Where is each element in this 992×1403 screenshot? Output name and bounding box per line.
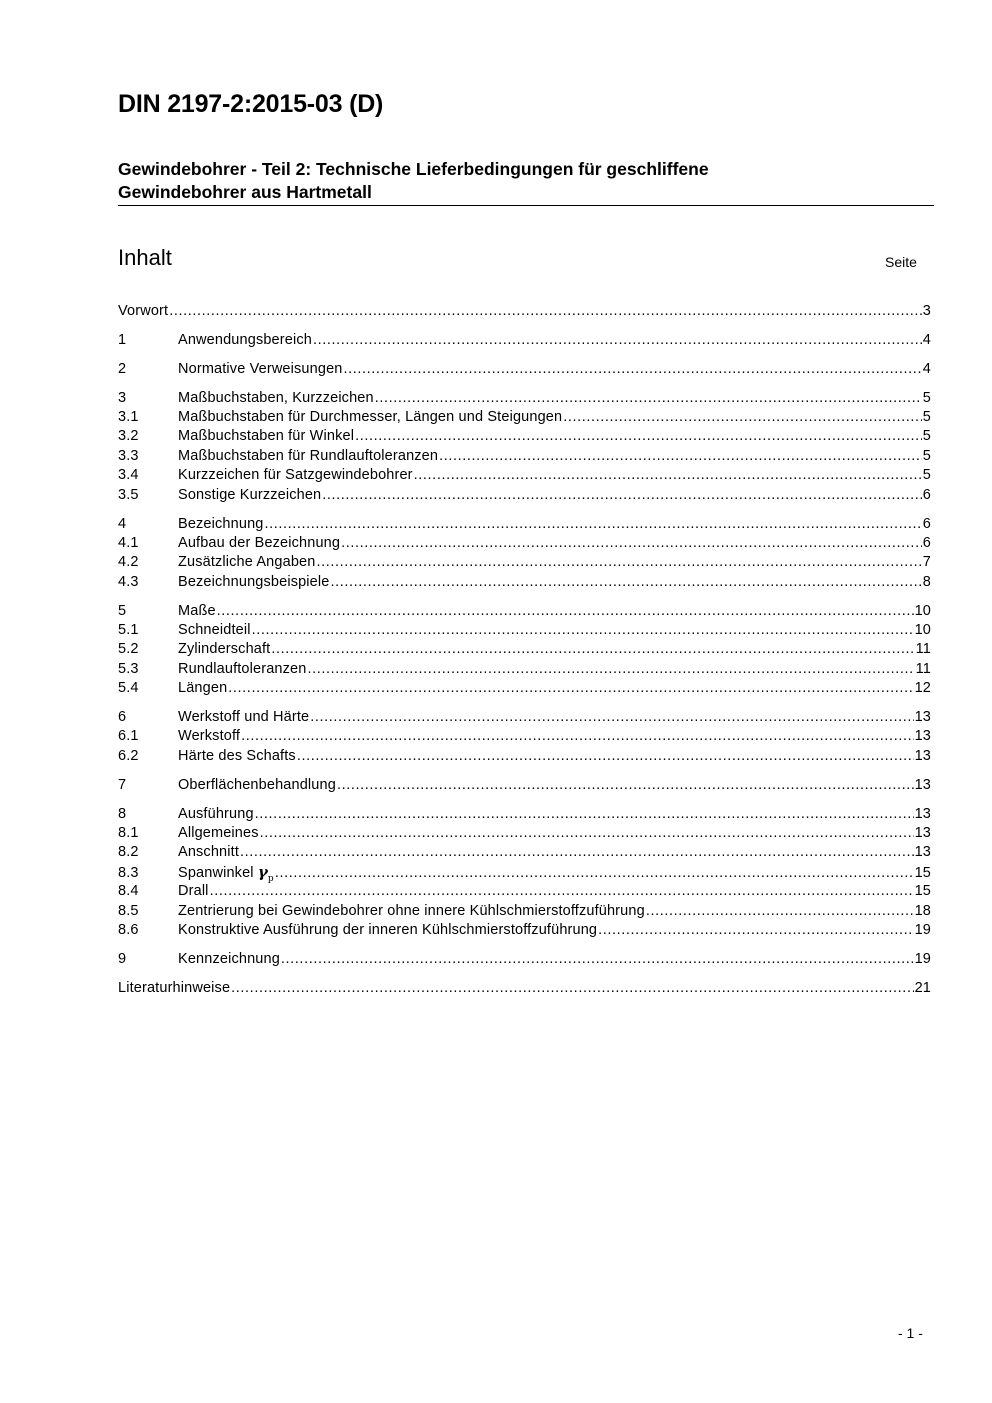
toc-entry-label-text: Maßbuchstaben für Rundlauftoleranzen — [178, 447, 439, 464]
toc-entry-page: 13 — [914, 747, 931, 764]
toc-entry[interactable] — [118, 921, 931, 940]
toc-entry-label-text: Bezeichnung — [178, 515, 264, 532]
toc-group — [118, 389, 931, 505]
toc-entry[interactable] — [118, 950, 931, 969]
toc-entry-label — [178, 708, 309, 727]
toc-entry-number: 8.4 — [118, 883, 139, 900]
toc-entry-number: 1 — [118, 331, 127, 348]
toc-entry-label — [178, 679, 227, 698]
toc-entry[interactable] — [118, 466, 931, 485]
toc-entry[interactable] — [118, 979, 931, 998]
toc-group — [118, 805, 931, 941]
toc-entry-label-text: Sonstige Kurzzeichen — [178, 486, 322, 503]
toc-group — [118, 331, 931, 350]
toc-entry-label — [178, 427, 354, 446]
toc-entry-label-text: Drall — [178, 883, 209, 900]
toc-entry[interactable] — [118, 486, 931, 505]
toc-entry-label-text: Maßbuchstaben für Winkel — [178, 428, 355, 445]
toc-entry[interactable] — [118, 727, 931, 746]
toc-entry-label — [178, 882, 209, 901]
toc-entry-number: 8.3 — [118, 864, 139, 881]
toc-entry[interactable] — [118, 863, 931, 882]
toc-entry-label-text: Allgemeines — [178, 824, 259, 841]
toc-entry[interactable] — [118, 408, 931, 427]
toc-entry[interactable] — [118, 621, 931, 640]
toc-dot-leader — [313, 331, 922, 350]
toc-entry[interactable] — [118, 708, 931, 727]
toc-entry-number: 7 — [118, 776, 127, 793]
toc-entry-label — [118, 979, 230, 998]
toc-dot-leader — [375, 389, 922, 408]
toc-group — [118, 360, 931, 379]
toc-entry-label — [178, 447, 438, 466]
toc-entry-number: 5.2 — [118, 641, 139, 658]
toc-entry-label-text: Aufbau der Bezeichnung — [178, 534, 341, 551]
toc-entry-label — [178, 486, 321, 505]
toc-entry-label-text: Literaturhinweise — [118, 979, 231, 996]
toc-group — [118, 979, 931, 998]
toc-entry-label — [178, 824, 259, 843]
toc-entry-label-text: Maße — [178, 602, 216, 619]
toc-dot-leader — [252, 621, 914, 640]
toc-entry[interactable] — [118, 602, 931, 621]
toc-entry-number: 3.5 — [118, 486, 139, 503]
document-title-line-1: Gewindebohrer - Teil 2: Technische Lieferbedingungen für geschliffene — [118, 159, 709, 179]
toc-entry-page: 11 — [915, 660, 931, 677]
gamma-symbol — [257, 862, 274, 884]
toc-dot-leader — [169, 302, 922, 321]
toc-entry-page: 6 — [922, 515, 931, 532]
toc-entry-page: 13 — [914, 776, 931, 793]
toc-dot-leader — [275, 864, 914, 883]
toc-entry[interactable] — [118, 389, 931, 408]
toc-dot-leader — [310, 708, 913, 727]
toc-entry-label-text: Normative Verweisungen — [178, 360, 343, 377]
toc-dot-leader — [255, 805, 914, 824]
toc-entry-label-text: Maßbuchstaben, Kurzzeichen — [178, 389, 374, 406]
toc-entry[interactable] — [118, 679, 931, 698]
toc-dot-leader — [271, 640, 914, 659]
toc-dot-leader — [307, 660, 914, 679]
toc-entry-number: 3.2 — [118, 428, 139, 445]
toc-entry-label — [178, 466, 413, 485]
toc-entry-number: 5 — [118, 602, 127, 619]
toc-entry-page: 6 — [922, 534, 931, 551]
toc-entry-page: 5 — [922, 447, 931, 464]
toc-dot-leader — [330, 573, 921, 592]
toc-entry-page: 7 — [922, 554, 931, 571]
toc-entry-label-text: Rundlauftoleranzen — [178, 660, 307, 677]
toc-entry[interactable] — [118, 447, 931, 466]
toc-entry-number: 3 — [118, 389, 127, 406]
toc-entry[interactable] — [118, 573, 931, 592]
toc-entry[interactable] — [118, 553, 931, 572]
toc-dot-leader — [646, 902, 914, 921]
toc-entry-label-text: Bezeichnungsbeispiele — [178, 573, 330, 590]
toc-entry-number: 4.3 — [118, 573, 139, 590]
toc-entry-number: 6.2 — [118, 747, 139, 764]
toc-entry-number: 8.1 — [118, 824, 139, 841]
toc-entry-page: 8 — [922, 573, 931, 590]
toc-entry-label — [178, 747, 296, 766]
toc-entry-label — [178, 360, 343, 379]
toc-entry-label — [178, 660, 306, 679]
toc-entry-page: 12 — [914, 680, 931, 697]
toc-entry-page: 5 — [922, 389, 931, 406]
toc-entry-page: 19 — [914, 950, 931, 967]
toc-group — [118, 302, 931, 321]
toc-entry-label — [178, 843, 239, 862]
toc-entry-label-text: Längen — [178, 680, 228, 697]
toc-entry-page: 18 — [914, 902, 931, 919]
toc-entry[interactable] — [118, 902, 931, 921]
toc-group — [118, 708, 931, 766]
toc-entry-page: 4 — [922, 360, 931, 377]
toc-entry[interactable] — [118, 427, 931, 446]
toc-entry-label-text: Ausführung — [178, 805, 254, 822]
toc-entry[interactable] — [118, 824, 931, 843]
toc-entry-number: 6.1 — [118, 728, 139, 745]
toc-dot-leader — [355, 427, 922, 446]
toc-entry-page: 10 — [914, 621, 931, 638]
toc-entry-number: 8.5 — [118, 902, 139, 919]
gamma-symbol-subscript: p — [267, 873, 274, 884]
toc-dot-leader — [439, 447, 922, 466]
toc-dot-leader — [240, 843, 914, 862]
toc-entry[interactable] — [118, 882, 931, 901]
toc-entry-label-text: Kennzeichnung — [178, 950, 280, 967]
toc-entry-number: 5.1 — [118, 621, 139, 638]
toc-dot-leader — [344, 360, 922, 379]
toc-entry[interactable] — [118, 360, 931, 379]
toc-group — [118, 950, 931, 969]
title-underline-divider — [118, 205, 934, 206]
toc-entry-label — [178, 805, 254, 824]
toc-entry-number: 3.4 — [118, 467, 139, 484]
toc-entry-label — [178, 776, 336, 795]
toc-entry-page: 4 — [922, 331, 931, 348]
toc-entry[interactable] — [118, 776, 931, 795]
toc-dot-leader — [563, 408, 922, 427]
toc-entry-number: 8.6 — [118, 921, 139, 938]
toc-entry[interactable] — [118, 515, 931, 534]
toc-entry-page: 15 — [914, 864, 931, 881]
toc-entry-number: 9 — [118, 950, 127, 967]
toc-entry-number: 6 — [118, 709, 127, 726]
toc-entry-page: 13 — [914, 844, 931, 861]
toc-entry[interactable] — [118, 534, 931, 553]
toc-entry-label — [118, 302, 168, 321]
toc-heading: Inhalt — [118, 245, 172, 270]
toc-entry-label-text: Härte des Schafts — [178, 747, 296, 764]
toc-entry[interactable] — [118, 331, 931, 350]
toc-dot-leader — [241, 727, 914, 746]
toc-page-column-label: Seite — [885, 254, 917, 270]
toc-entry-label — [178, 389, 374, 408]
toc-entry-label-text: Anschnitt — [178, 844, 239, 861]
toc-dot-leader — [231, 979, 913, 998]
toc-entry-number: 4 — [118, 515, 127, 532]
toc-entry-page: 13 — [914, 728, 931, 745]
toc-entry-label-text: Zylinderschaft — [178, 641, 271, 658]
toc-entry-label-text: Vorwort — [118, 303, 169, 319]
toc-dot-leader — [322, 486, 922, 505]
toc-dot-leader — [316, 553, 921, 572]
toc-entry-label-text: Werkstoff — [178, 728, 241, 745]
toc-entry-label-text: Zentrierung bei Gewindebohrer ohne innere Kühlschmierstoffzuführung — [178, 902, 645, 919]
toc-entry-page: 5 — [922, 467, 931, 484]
toc-entry-label — [178, 621, 251, 640]
toc-entry-page: 13 — [914, 805, 931, 822]
toc-dot-leader — [265, 515, 922, 534]
toc-entry-page: 13 — [914, 709, 931, 726]
toc-entry-number: 5.3 — [118, 660, 139, 677]
toc-group — [118, 776, 931, 795]
toc-entry-page: 3 — [922, 303, 931, 319]
toc-entry-label-text: Anwendungsbereich — [178, 331, 312, 348]
toc-entry[interactable] — [118, 302, 931, 321]
toc-entry-number: 8 — [118, 805, 127, 822]
toc-entry-page: 13 — [914, 824, 931, 841]
toc-entry-number: 2 — [118, 360, 127, 377]
toc-entry-label — [178, 573, 329, 592]
toc-dot-leader — [337, 776, 914, 795]
toc-group — [118, 602, 931, 699]
toc-entry-label-text: Schneidteil — [178, 621, 251, 638]
toc-entry-label-text: Kurzzeichen für Satzgewindebohrer — [178, 467, 413, 484]
toc-entry-label-text: Oberflächenbehandlung — [178, 776, 336, 793]
toc-entry-number: 3.3 — [118, 447, 139, 464]
toc-entry-label — [178, 640, 270, 659]
toc-entry-label-text: Konstruktive Ausführung der inneren Kühlschmierstoffzuführung — [178, 921, 598, 938]
toc-dot-leader — [598, 921, 913, 940]
toc-entry-label — [178, 727, 240, 746]
toc-entry[interactable] — [118, 805, 931, 824]
toc-entry-page: 5 — [922, 409, 931, 426]
toc-entry-label — [178, 950, 280, 969]
document-title-line-2: Gewindebohrer aus Hartmetall — [118, 182, 372, 202]
toc-group — [118, 515, 931, 593]
toc-entry-number: 3.1 — [118, 409, 139, 426]
toc-dot-leader — [228, 679, 913, 698]
toc-dot-leader — [210, 882, 914, 901]
footer-page-number: - 1 - — [898, 1325, 923, 1341]
toc-entry[interactable] — [118, 640, 931, 659]
toc-entry-label — [178, 602, 216, 621]
toc-dot-leader — [260, 824, 914, 843]
toc-entry-label — [178, 331, 312, 350]
toc-entry-label — [178, 515, 264, 534]
toc-entry-page: 19 — [914, 921, 931, 938]
toc-entry-page: 10 — [914, 602, 931, 619]
toc-dot-leader — [281, 950, 914, 969]
toc-entry-label — [178, 553, 315, 572]
toc-entry[interactable] — [118, 660, 931, 679]
table-of-contents — [118, 302, 931, 1008]
toc-entry-label-text: Spanwinkel — [178, 864, 254, 881]
toc-entry-label-text: Maßbuchstaben für Durchmesser, Längen und Steigungen — [178, 409, 563, 426]
toc-entry-page: 15 — [914, 883, 931, 900]
gamma-symbol-main: γ — [257, 862, 268, 881]
toc-entry[interactable] — [118, 747, 931, 766]
toc-dot-leader — [217, 602, 914, 621]
toc-entry-label-text: Zusätzliche Angaben — [178, 554, 316, 571]
toc-entry-number: 4.1 — [118, 534, 139, 551]
toc-entry-page: 21 — [914, 979, 931, 996]
document-title — [118, 158, 934, 206]
toc-entry-label — [178, 921, 597, 940]
toc-dot-leader — [414, 466, 922, 485]
toc-dot-leader — [297, 747, 914, 766]
toc-entry-label — [178, 534, 340, 553]
toc-entry[interactable] — [118, 843, 931, 862]
toc-entry-label — [178, 902, 645, 921]
toc-entry-number: 8.2 — [118, 844, 139, 861]
toc-dot-leader — [341, 534, 922, 553]
toc-entry-number: 4.2 — [118, 554, 139, 571]
toc-entry-label-text: Werkstoff und Härte — [178, 709, 310, 726]
toc-entry-page: 5 — [922, 428, 931, 445]
document-id: DIN 2197-2:2015-03 (D) — [118, 90, 384, 118]
toc-entry-page: 11 — [915, 641, 931, 658]
toc-entry-number: 5.4 — [118, 680, 139, 697]
toc-entry-label — [178, 408, 562, 427]
toc-entry-page: 6 — [922, 486, 931, 503]
